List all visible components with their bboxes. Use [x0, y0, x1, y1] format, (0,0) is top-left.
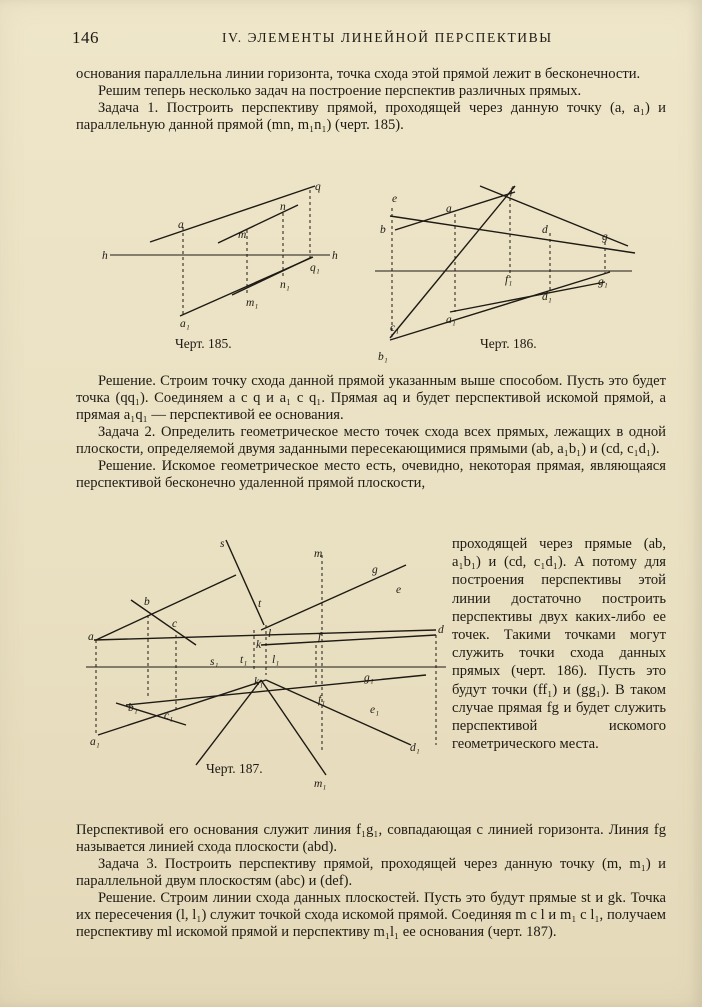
label-n: n — [280, 201, 286, 213]
label-e1: e₁ — [370, 704, 380, 716]
middle-text-block — [76, 373, 666, 492]
label-s1: s₁ — [210, 656, 219, 668]
label-g1: g₁ — [598, 276, 608, 288]
label-f1: f₁ — [505, 274, 513, 286]
caption-187: Черт. 187. — [206, 761, 263, 776]
label-n1: n₁ — [280, 279, 290, 291]
paragraph-continuation: основания параллельна линии горизонта, точка схода этой прямой лежит в бесконечности. — [76, 66, 641, 82]
caption-185: Черт. 185. — [175, 336, 232, 351]
solution-3: Решение. Строим линии схода данных плоскостей. Пусть это будут прямые st и gk. Точка их пересечения (l, l₁) служит точкой схода искомой прямой. Соединяя m с l и m₁ с l₁, получаем перспективу ml искомой прямой и перспективу m₁l₁ ее основания (черт. 187). — [76, 890, 666, 940]
label-a1: a₁ — [180, 318, 190, 330]
label-q1: q₁ — [310, 262, 320, 274]
label-c1: c₁ — [164, 710, 174, 722]
paragraph-conclusion: Перспективой его основания служит линия f₁g₁, совпадающая с линией горизонта. Линия fg называется линией схода плоскости (abd). — [76, 822, 666, 855]
label-l1: l₁ — [272, 654, 280, 666]
right-column-paragraph: проходящей через прямые (ab, a₁b₁) и (cd, c₁d₁). А потому для построения перспективы этой линии достаточно построить перспективы двух каких-либо ее точек. Такими точками могут служить точки схода данных прямых (черт. 186). Пусть это будут точки (ff₁) и (gg₁). В таком случае прямая fg и будет служить перспективой искомого геометрического места. — [452, 536, 666, 753]
label-c: c — [172, 618, 178, 630]
label-b: b — [144, 596, 150, 608]
label-q: q — [315, 181, 321, 193]
label-g: g — [602, 231, 608, 243]
label-a1: a₁ — [446, 314, 456, 326]
problem-3: Задача 3. Построить перспективу прямой, проходящей через данную точку (m, m₁) и параллельной двум плоскостям (abc) и (def). — [76, 856, 666, 889]
label-s: s — [220, 538, 225, 550]
page-number: 146 — [72, 28, 99, 47]
label-m: m — [238, 229, 247, 241]
label-f1: f₁ — [318, 694, 326, 706]
label-m: m — [314, 548, 323, 560]
figure-185 — [100, 178, 350, 358]
label-a: a — [88, 631, 94, 643]
figure-186 — [370, 178, 640, 368]
problem-2: Задача 2. Определить геометрическое место точек схода всех прямых, лежащих в одной плоскости, определяемой двумя заданными пересекающимися прямыми (ab, a₁b₁) и (cd, c₁d₁). — [76, 424, 666, 457]
label-a: a — [446, 203, 452, 215]
label-g: g — [372, 564, 378, 576]
label-d: d — [542, 224, 548, 236]
label-d1: d₁ — [410, 742, 420, 754]
page-header — [72, 28, 662, 50]
right-column-text — [452, 535, 666, 753]
label-d: d — [438, 624, 444, 636]
caption-186: Черт. 186. — [480, 336, 537, 351]
label-f: f — [510, 185, 514, 197]
label-m1: m₁ — [246, 297, 259, 309]
label-k1: k₁ — [254, 676, 264, 688]
label-t: t — [258, 598, 262, 610]
label-h-right: h — [332, 250, 338, 262]
solution-1: Решение. Строим точку схода данной прямой указанным выше способом. Пусть это будет точка (qq₁). Соединяем a с q и a₁ с q₁. Прямая aq и будет перспективой искомой прямой, а прямая a₁q₁ — перспективой ее основания. — [76, 373, 666, 423]
label-e: e — [396, 584, 402, 596]
label-t1: t₁ — [240, 654, 248, 666]
running-title: IV. ЭЛЕМЕНТЫ ЛИНЕЙНОЙ ПЕРСПЕКТИВЫ — [222, 30, 553, 45]
label-b: b — [380, 224, 386, 236]
label-m1: m₁ — [314, 778, 327, 790]
label-a: a — [178, 219, 184, 231]
label-d1: d₁ — [542, 291, 552, 303]
label-e: e — [392, 193, 398, 205]
label-f: f — [318, 631, 322, 643]
label-h-left: h — [102, 250, 108, 262]
label-c1: c₁ — [390, 322, 400, 334]
problem-1: Задача 1. Построить перспективу прямой, проходящей через данную точку (a, a₁) и параллельную данной прямой (mn, m₁n₁) (черт. 185). — [76, 100, 666, 133]
paragraph-intro: Решим теперь несколько задач на построение перспектив различных прямых. — [98, 83, 582, 99]
bottom-text-block — [76, 822, 666, 941]
figure-187 — [86, 535, 448, 807]
label-b1: b₁ — [128, 702, 138, 714]
label-b1: b₁ — [378, 351, 388, 363]
solution-2: Решение. Искомое геометрическое место есть, очевидно, некоторая прямая, являющаяся перспективой бесконечно удаленной прямой плоскости, — [76, 458, 666, 491]
label-k: k — [256, 639, 262, 651]
label-l: l — [268, 628, 272, 640]
label-a1: a₁ — [90, 736, 100, 748]
top-text-block — [76, 66, 666, 134]
label-g1: g₁ — [364, 672, 374, 684]
